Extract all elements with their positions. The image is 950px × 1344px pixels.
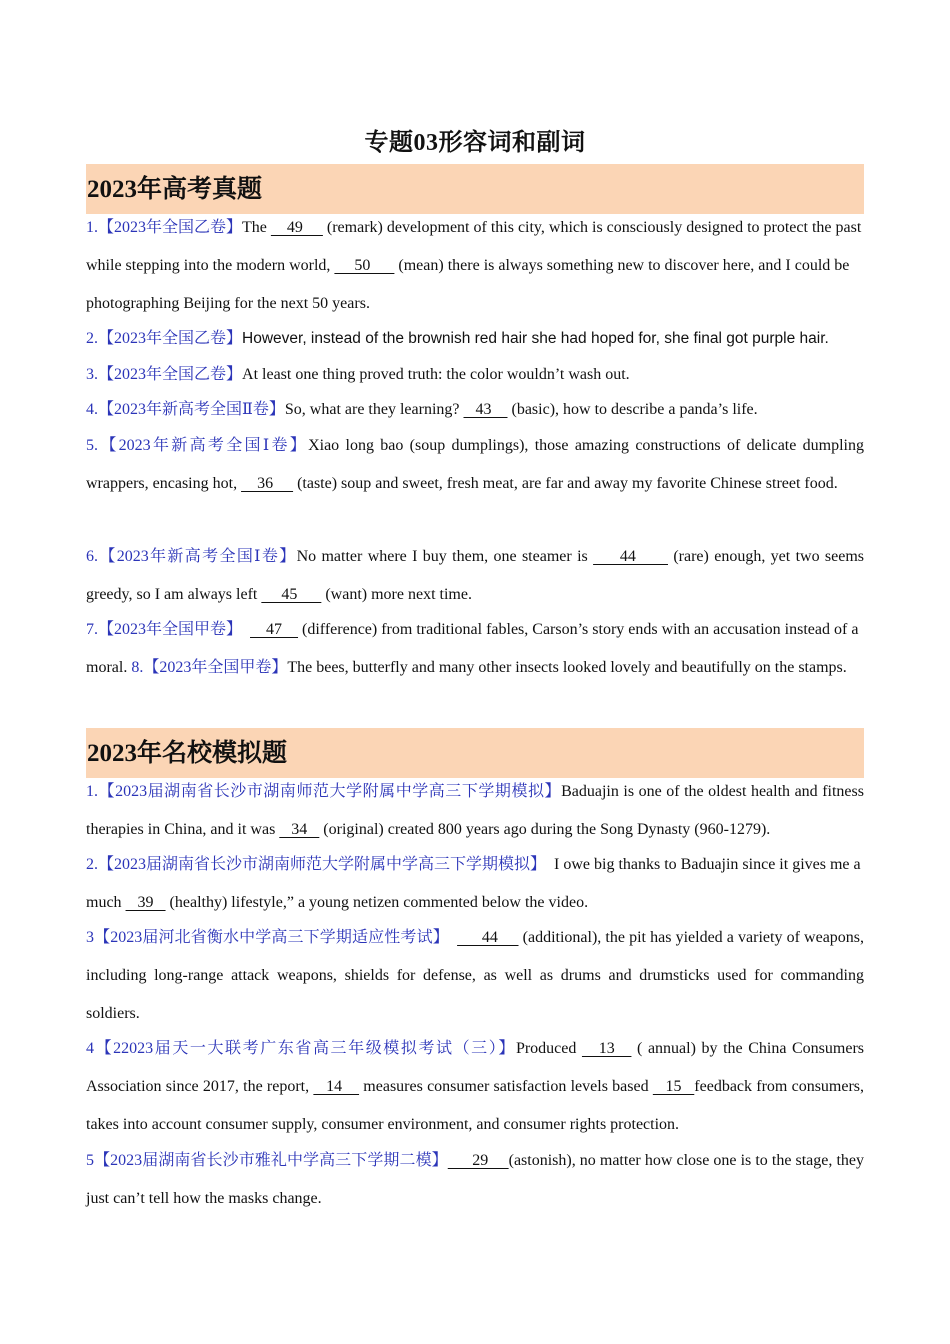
answer-blank: 50 (334, 257, 395, 274)
question-number: 5 (86, 1152, 94, 1169)
question-number: 6. (86, 548, 98, 565)
question-number: 1. (86, 219, 98, 236)
question-text: (difference) from traditional fables, Carson’s story ends with an accusation instead of a moral. (86, 621, 859, 676)
question-number: 4 (86, 1040, 94, 1057)
question-item (86, 356, 864, 394)
answer-blank: 45 (261, 586, 322, 603)
answer-blank: 29 (447, 1152, 509, 1169)
answer-blank: 36 (241, 475, 294, 492)
question-text: Baduajin is one of the oldest health and fitness therapies in China, and it was (86, 783, 864, 838)
question-number: 7. (86, 621, 98, 638)
question-text: (taste) soup and sweet, fresh meat, are far and away my favorite Chinese street food. (297, 475, 838, 492)
page-title: 专题03形容词和副词 (364, 130, 586, 156)
question-source: 【2023年全国甲卷】 (98, 621, 243, 638)
answer-blank: 44 (457, 929, 519, 946)
question-item (86, 1030, 864, 1144)
question-text: At least one thing proved truth: the color wouldn’t wash out. (242, 366, 630, 383)
question-source: 【2023年全国乙卷】 (98, 330, 243, 347)
question-item (86, 391, 864, 429)
question-text: The bees, butterfly and many other insects looked lovely and beautifully on the stamps. (287, 659, 847, 676)
question-source: 【2023年全国甲卷】 (143, 659, 288, 676)
question-text: (basic), how to describe a panda’s life. (511, 401, 758, 418)
answer-blank: 49 (270, 219, 323, 236)
question-source: 【2023年新高考全国Ⅰ卷】 (98, 548, 297, 565)
question-source: 【2023届湖南省长沙市湖南师范大学附属中学高三下学期模拟】 (98, 856, 547, 873)
question-number: 1. (86, 783, 98, 800)
question-number: 8. (131, 659, 144, 676)
question-text: (want) more next time. (325, 586, 472, 603)
question-source: 【2023年全国乙卷】 (98, 219, 243, 236)
question-number: 2. (86, 330, 98, 347)
question-source: 【2023年全国乙卷】 (98, 366, 243, 383)
question-text: (additional), the pit has yielded a variety of weapons, including long-range attack weapons, shields for defense, as well as drums and drumsticks used for commanding soldiers. (86, 929, 865, 1022)
answer-blank: 44 (593, 548, 668, 565)
question-text: measures consumer satisfaction levels based (363, 1078, 653, 1095)
section-heading-mock: 2023年名校模拟题 (86, 728, 864, 778)
question-number: 2. (86, 856, 98, 873)
question-item (86, 538, 864, 614)
question-text: (remark) development of this city, which is consciously designed to protect the past while stepping into the modern world, (86, 219, 862, 274)
answer-blank: 43 (463, 401, 508, 418)
question-text: The (242, 219, 271, 236)
question-source: 【2023届湖南省长沙市雅礼中学高三下学期二模】 (94, 1152, 448, 1169)
answer-blank: 13 (581, 1040, 632, 1057)
question-number: 4. (86, 401, 98, 418)
answer-blank: 14 (313, 1078, 360, 1095)
question-text: feedback from consumers, takes into account consumer supply, consumer environment, and consumer rights protection. (86, 1078, 865, 1133)
question-item (86, 209, 864, 323)
question-item (86, 846, 864, 922)
question-source: 【2023年新高考全国Ⅱ卷】 (98, 401, 285, 418)
question-text: ( annual) by the China Consumers Association since 2017, the report, (86, 1040, 865, 1095)
answer-blank: 47 (250, 621, 299, 638)
question-item (86, 1142, 864, 1218)
question-text: (mean) there is always something new to discover here, and I could be photographing Beijing for the next 50 years. (86, 257, 850, 312)
question-text: (rare) enough, yet two seems greedy, so I am always left (86, 548, 865, 603)
answer-blank: 39 (125, 894, 166, 911)
answer-blank: 34 (279, 821, 320, 838)
question-text: Produced (515, 1040, 582, 1057)
question-text: So, what are they learning? (284, 401, 464, 418)
question-text: Xiao long bao (soup dumplings), those amazing constructions of delicate dumpling wrappers, encasing hot, (86, 437, 864, 492)
question-source: 【2023年新高考全国Ⅰ卷】 (98, 437, 309, 454)
question-number: 3 (86, 929, 94, 946)
question-item (86, 611, 864, 687)
question-text: However, instead of the brownish red hair she had hoped for, she final got purple hair. (242, 330, 829, 347)
question-item (86, 320, 864, 358)
question-text: (original) created 800 years ago during the Song Dynasty (960-1279). (323, 821, 771, 838)
question-item (86, 427, 864, 503)
question-source: 【22023届天一大联考广东省高三年级模拟考试（三）】 (94, 1040, 516, 1057)
question-text: No matter where I buy them, one steamer is (296, 548, 594, 565)
answer-blank: 15 (652, 1078, 695, 1095)
question-number: 5. (86, 437, 98, 454)
question-number: 3. (86, 366, 98, 383)
question-source: 【2023届湖南省长沙市湖南师范大学附属中学高三下学期模拟】 (98, 783, 562, 800)
question-text: (astonish), no matter how close one is to the stage, they just can’t tell how the masks change. (86, 1152, 864, 1207)
question-source: 【2023届河北省衡水中学高三下学期适应性考试】 (94, 929, 449, 946)
question-text: I owe big thanks to Baduajin since it gives me a much (86, 856, 861, 911)
section-heading-gaokao: 2023年高考真题 (86, 164, 864, 214)
question-text: (healthy) lifestyle,” a young netizen commented below the video. (169, 894, 589, 911)
question-item (86, 773, 864, 849)
question-item (86, 919, 864, 1033)
